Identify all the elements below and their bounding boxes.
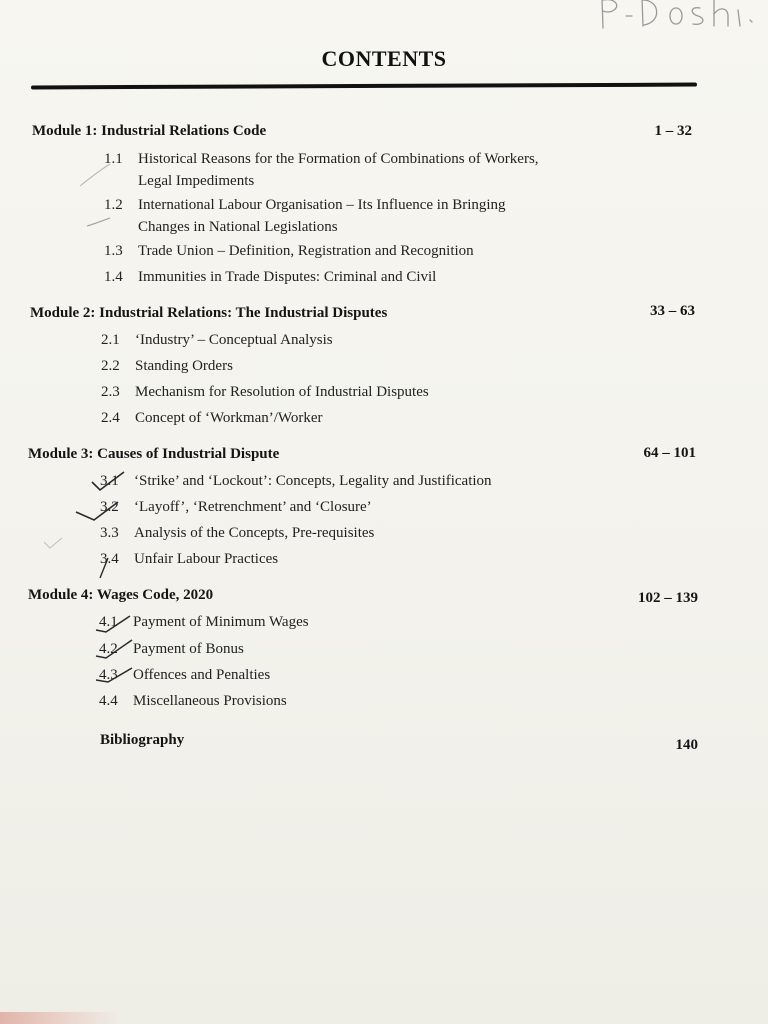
section-text-continued: Legal Impediments bbox=[138, 173, 255, 189]
module-3-pages: 64 – 101 bbox=[643, 445, 696, 461]
section-text: Concept of ‘Workman’/Worker bbox=[135, 410, 323, 426]
section-number: 1.4 bbox=[104, 269, 123, 285]
section-text: ‘Layoff’, ‘Retrenchment’ and ‘Closure’ bbox=[134, 499, 372, 515]
section-2-3 bbox=[101, 381, 429, 403]
module-2-pages: 33 – 63 bbox=[650, 303, 695, 319]
section-2-2 bbox=[101, 355, 233, 377]
section-text: Immunities in Trade Disputes: Criminal and Civil bbox=[138, 269, 437, 285]
section-text: Historical Reasons for the Formation of Combinations of Workers, bbox=[138, 151, 539, 167]
pen-tick-icon bbox=[96, 556, 116, 580]
module-1-pages: 1 – 32 bbox=[654, 123, 692, 139]
pen-tick-icon bbox=[88, 470, 128, 496]
section-text: Mechanism for Resolution of Industrial Disputes bbox=[135, 384, 429, 400]
section-number: 2.4 bbox=[101, 410, 120, 426]
module-1-title: Module 1: Industrial Relations Code bbox=[32, 123, 267, 139]
section-text: Offences and Penalties bbox=[133, 667, 271, 683]
section-text: Unfair Labour Practices bbox=[134, 551, 279, 567]
module-4-pages: 102 – 139 bbox=[638, 590, 698, 606]
bibliography-title: Bibliography bbox=[100, 732, 185, 748]
section-3-3 bbox=[100, 522, 374, 544]
section-text: Analysis of the Concepts, Pre-requisites bbox=[134, 525, 375, 541]
section-number: 4.2 bbox=[99, 641, 118, 657]
page-title: CONTENTS bbox=[321, 46, 447, 71]
section-number: 1.2 bbox=[104, 197, 123, 213]
section-number: 1.3 bbox=[104, 243, 123, 259]
module-2-title: Module 2: Industrial Relations: The Industrial Disputes bbox=[30, 305, 388, 321]
section-1-1 bbox=[104, 148, 539, 192]
pencil-tick-icon bbox=[42, 536, 64, 552]
section-number: 4.3 bbox=[99, 667, 118, 683]
section-number: 2.2 bbox=[101, 358, 120, 374]
pencil-tick-icon bbox=[76, 160, 116, 190]
section-1-2 bbox=[104, 194, 506, 238]
section-number: 3.2 bbox=[100, 499, 119, 515]
section-3-2 bbox=[100, 496, 372, 518]
section-text: International Labour Organisation – Its Influence in Bringing bbox=[138, 197, 506, 213]
pen-tick-icon bbox=[94, 664, 136, 686]
section-3-1 bbox=[100, 470, 492, 492]
pen-tick-icon bbox=[74, 500, 122, 526]
section-2-1 bbox=[101, 329, 333, 351]
module-3-title: Module 3: Causes of Industrial Dispute bbox=[28, 446, 280, 462]
section-text: Miscellaneous Provisions bbox=[133, 693, 287, 709]
pen-tick-icon bbox=[94, 638, 136, 660]
page-edge-smudge bbox=[0, 1012, 120, 1024]
section-text: Payment of Minimum Wages bbox=[133, 614, 309, 630]
section-number: 2.3 bbox=[101, 384, 120, 400]
section-number: 3.4 bbox=[100, 551, 119, 567]
section-text: Standing Orders bbox=[135, 358, 233, 374]
section-number: 4.1 bbox=[99, 614, 118, 630]
section-number: 3.1 bbox=[100, 473, 119, 489]
section-text: ‘Strike’ and ‘Lockout’: Concepts, Legality and Justification bbox=[134, 473, 492, 489]
section-number: 1.1 bbox=[104, 151, 123, 167]
section-text: Payment of Bonus bbox=[133, 641, 244, 657]
section-text: Trade Union – Definition, Registration and Recognition bbox=[138, 243, 474, 259]
section-number: 3.3 bbox=[100, 525, 119, 541]
section-text: ‘Industry’ – Conceptual Analysis bbox=[135, 332, 333, 348]
bibliography-pages: 140 bbox=[675, 737, 698, 753]
section-3-4 bbox=[100, 548, 278, 570]
section-text-continued: Changes in National Legislations bbox=[138, 219, 338, 235]
section-4-4 bbox=[99, 690, 287, 712]
pen-tick-icon bbox=[94, 612, 134, 634]
section-number: 4.4 bbox=[99, 693, 118, 709]
section-1-3 bbox=[104, 240, 474, 262]
section-2-4 bbox=[101, 407, 323, 429]
pencil-tick-icon bbox=[84, 212, 114, 232]
section-1-4 bbox=[104, 266, 436, 288]
module-4-title: Module 4: Wages Code, 2020 bbox=[28, 587, 214, 603]
section-number: 2.1 bbox=[101, 332, 120, 348]
